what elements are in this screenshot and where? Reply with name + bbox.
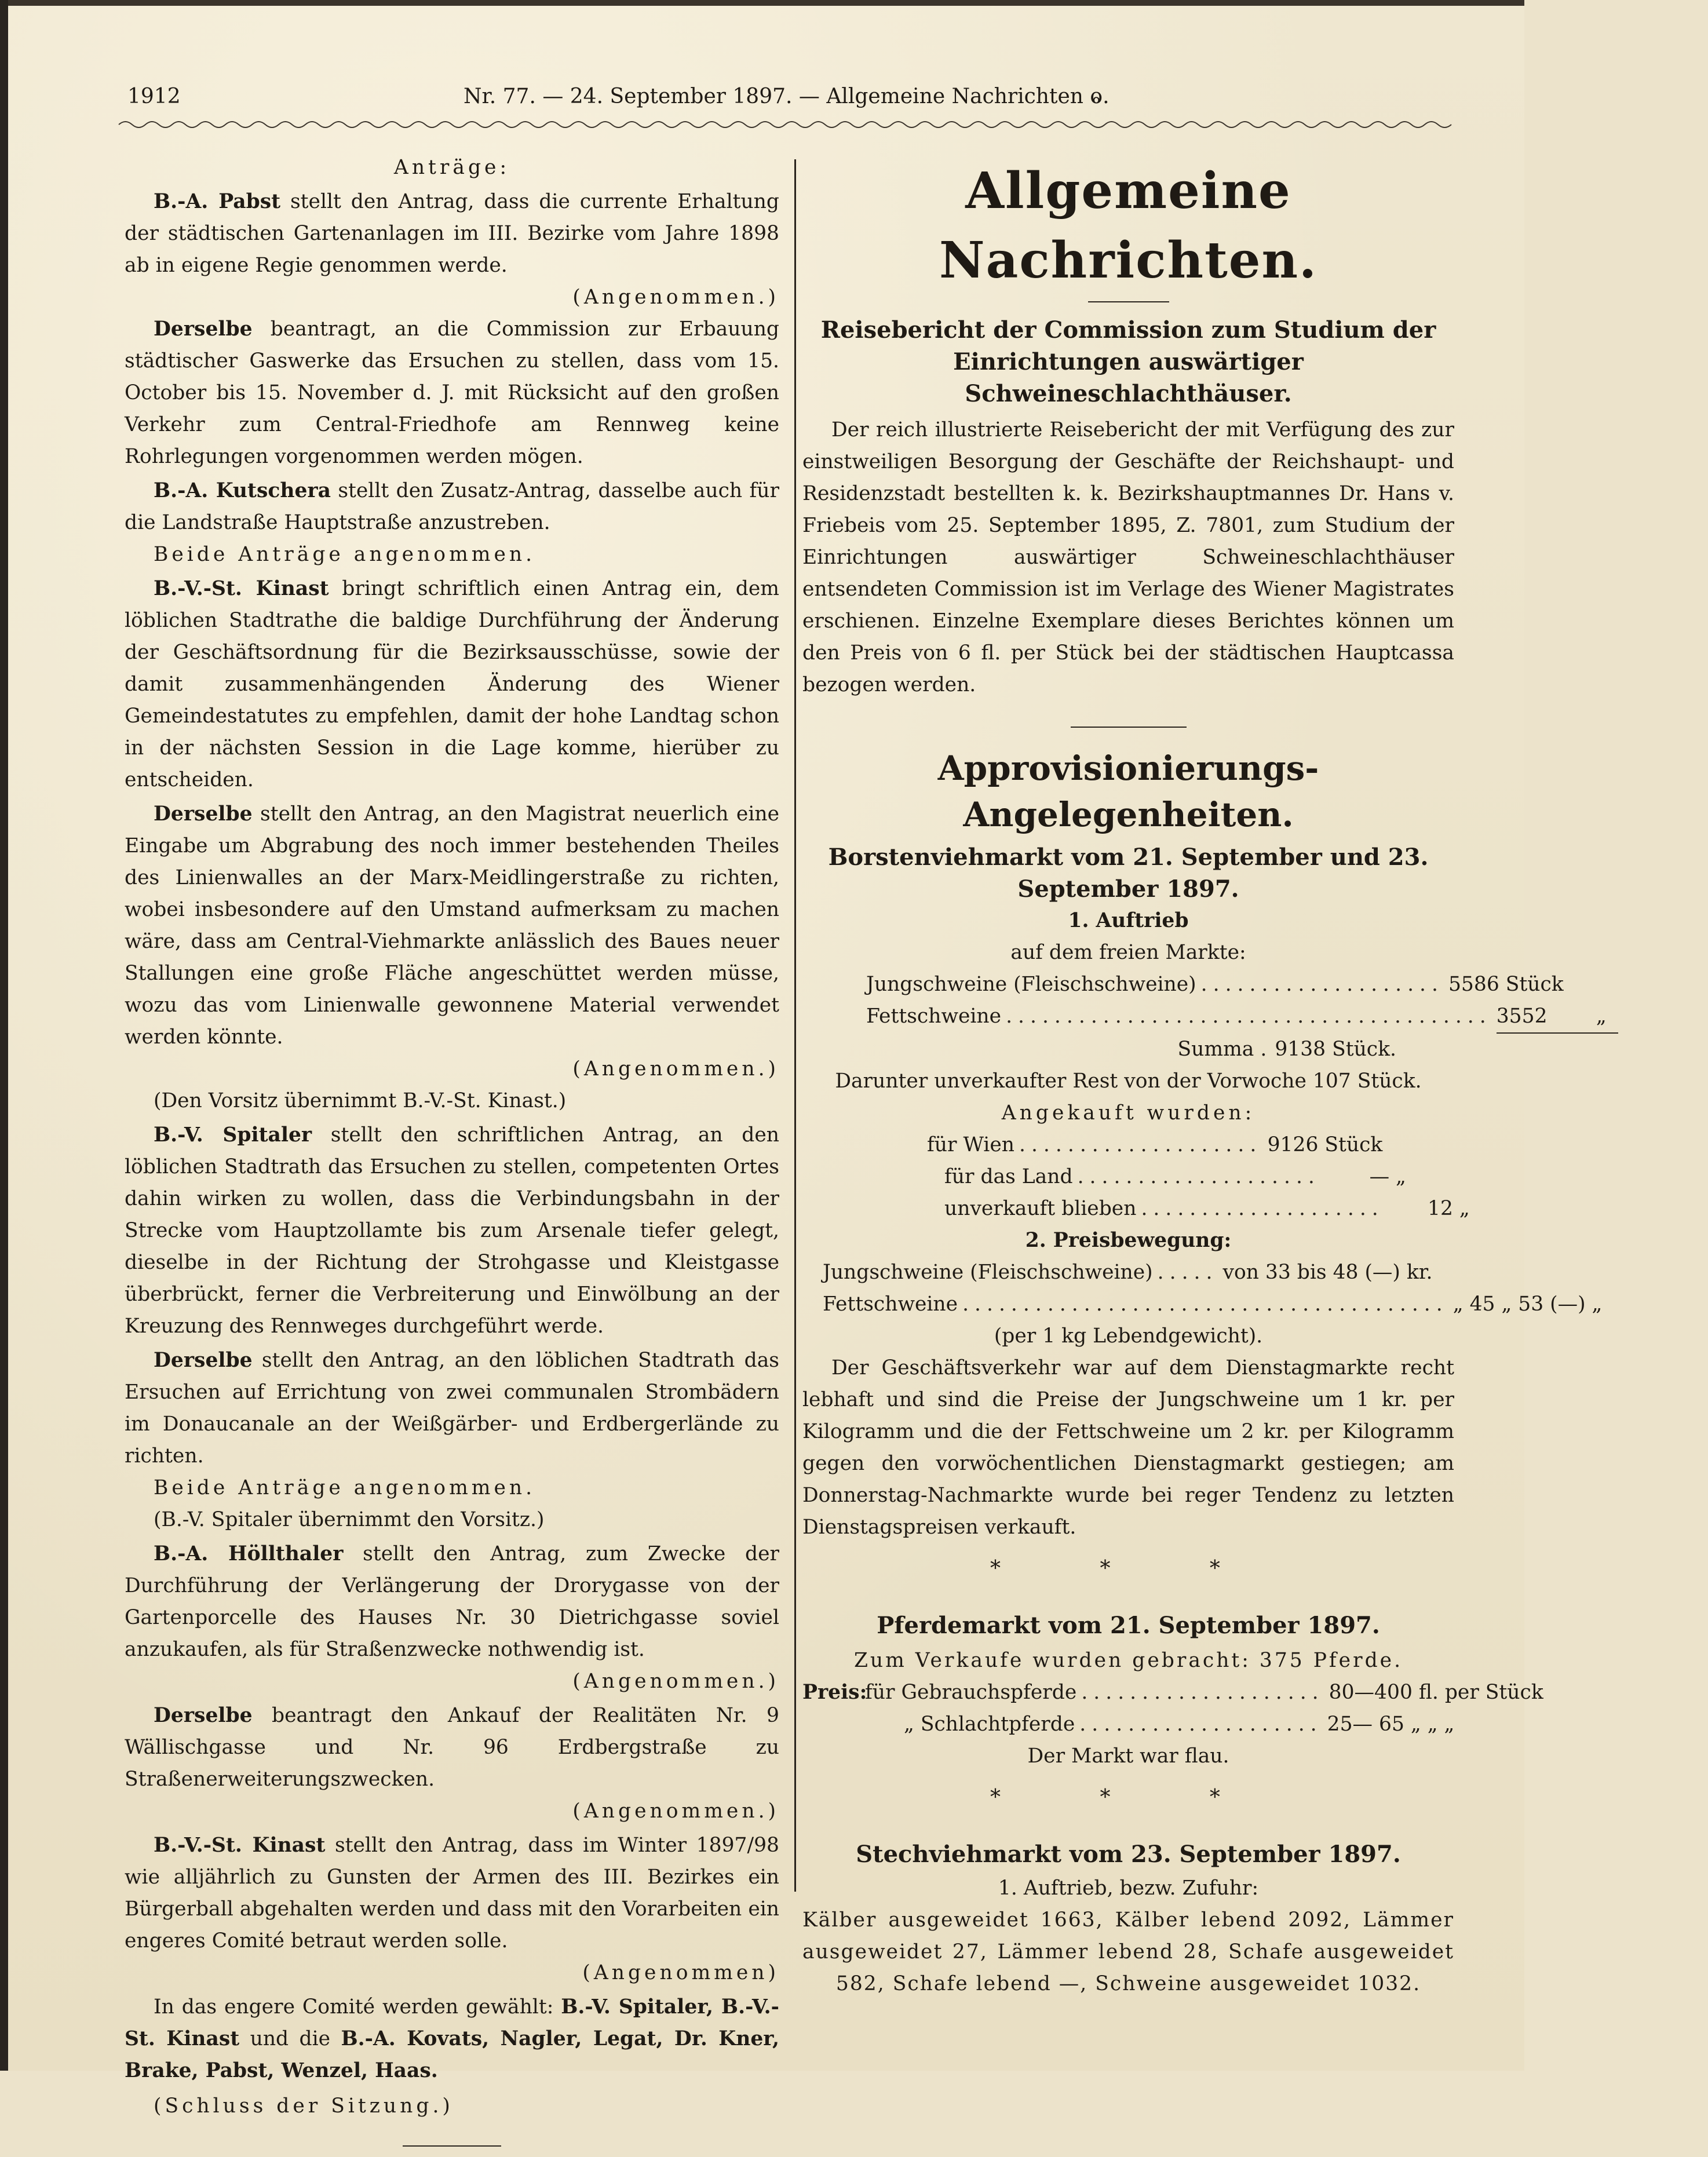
speaker-name: B.-V. Spitaler [154, 1123, 312, 1147]
angekauft-row-land [927, 1161, 1406, 1193]
row-label: Fettschweine [866, 1005, 1002, 1028]
motion-text: stellt den Zusatz-Antrag, dasselbe auch für die Landstraße Hauptstraße anzustreben. [125, 479, 779, 534]
motion-result: (Angenommen.) [572, 286, 779, 309]
row-value: von 33 bis 48 (—) kr. [1222, 1261, 1433, 1284]
auftrieb-table [866, 969, 1607, 1065]
election-text: In das engere Comité werden gewählt: [154, 1995, 561, 2019]
motion-text: stellt den Antrag, dass im Winter 1897/98 wie alljährlich zu Gunsten der Armen des III. Bezirkes ein Bürgerball abgehalten werden und dass mit den Vorarbeiten ein engeres Comité betraut werden solle. [125, 1834, 779, 1952]
price-table [823, 1257, 1603, 1320]
angekauft-row-wien [927, 1129, 1383, 1161]
reisebericht-title: Reisebericht der Commission zum Studium der Einrichtungen auswärtiger Schweineschlachthäuser. [820, 316, 1436, 407]
dot-leader: .................... [1081, 1681, 1324, 1704]
dot-leader: ........................................ [1006, 1005, 1492, 1028]
geschaeftsverkehr-text: Der Geschäftsverkehr war auf dem Dienstagmarkte recht lebhaft und sind die Preise der Jungschweine um 1 kr. per Kilogramm und die der Fettschweine um 2 kr. per Kilogramm gegen den vorwöchentlichen Dienstagmarkt gestiegen; am Donnerstag-Nachmarkte wurde bei reger Tendenz zu letzten Dienstagspreisen verkauft. [802, 1356, 1454, 1539]
motion-text: stellt den Antrag, an den Magistrat neuerlich eine Eingabe um Abgrabung des noch immer bestehenden Theiles des Linienwalles an der Marx-Meidlingerstraße zu richten, wobei insbesondere auf den Umstand aufmerksam zu machen wäre, dass am Central-Viehmarkte anlässlich des Baues neuer Stallungen eine große Fläche angeschüttet werden müsse, wozu das vom Linienwalle gewonnene Material verwendet werden könnte. [125, 802, 779, 1049]
speaker-name: Derselbe [154, 802, 253, 826]
row-label: Jungschweine (Fleischschweine) [823, 1261, 1153, 1284]
price-row-fettschweine [823, 1289, 1603, 1320]
dot-leader: .................... [1019, 1133, 1262, 1156]
per-kg-note: (per 1 kg Lebendgewicht). [994, 1324, 1263, 1348]
value-number: 3552 [1496, 1005, 1548, 1028]
dot-leader: ..... [1157, 1261, 1218, 1284]
stechviehmarkt-title: Stechviehmarkt vom 23. September 1897. [856, 1841, 1401, 1868]
section-separator-stars: * * * [990, 1786, 1267, 1809]
motion-spitaler-verbindungsbahn [125, 1119, 779, 1342]
row-value [1497, 1001, 1618, 1034]
section-separator-stars: * * * [990, 1557, 1267, 1581]
row-value [1325, 1161, 1441, 1193]
motion-result: (Angenommen.) [572, 1800, 779, 1823]
motion-hoellthaler [125, 1538, 779, 1666]
result-text: Beide Anträge angenommen. [154, 1476, 536, 1499]
markt-flau: Der Markt war flau. [1027, 1744, 1229, 1768]
speaker-name: Derselbe [154, 1704, 253, 1727]
reisebericht-text: Der reich illustrierte Reisebericht der mit Verfügung des zur einstweiligen Besorgung der Geschäfte der Reichshaupt- und Residenzstadt bestellten k. k. Bezirkshauptmannes Dr. Hans v. Friebeis vom 25. September 1895, Z. 7801, zum Studium der Einrichtungen auswärtiger Schweineschlachthäuser entsendeten Commission ist im Verlage des Wiener Magistrates erschienen. Einzelne Exemplare dieses Berichtes können um den Preis von 6 fl. per Stück bei der städtischen Hauptcassa bezogen werden. [802, 418, 1454, 696]
stech-auftrieb-text: Kälber ausgeweidet 1663, Kälber lebend 2092, Lämmer ausgeweidet 27, Lämmer lebend 28, Schafe ausgeweidet 582, Schafe lebend —, Schweine ausgeweidet 1032. [802, 1908, 1454, 1995]
approvisionierung-title: Approvisionierungs-Angelegenheiten. [937, 749, 1319, 834]
auftrieb-heading: 1. Auftrieb [1068, 909, 1189, 932]
motion-result: (Angenommen) [582, 1961, 779, 1984]
row-value [1389, 1193, 1505, 1225]
elected-names: B.-V. Spitaler, B.-V.-St. Kinast [125, 1995, 779, 2050]
motion-derselbe-gaswerke [125, 313, 779, 473]
row-label: Jungschweine (Fleischschweine) [866, 973, 1196, 996]
motion-text: stellt den schriftlichen Antrag, an den löblichen Stadtrath das Ersuchen zu stellen, competenten Ortes dahin wirken zu wollen, dass die Verbindungsbahn in der Strecke vom Hauptzollamte bis zum Arsenale tiefer gelegt, dieselbe in der Richtung der Strohgasse und Kleistgasse überbrückt, ferner die Verbreiterung und Einwölbung an der Kreuzung des Rennweges durchgeführt werde. [125, 1123, 779, 1338]
auftrieb-row-summa [866, 1034, 1396, 1065]
row-label: unverkauft blieben [944, 1197, 1137, 1220]
speaker-name: B.-A. Kutschera [154, 479, 331, 502]
angekauft-heading: Angekauft wurden: [1001, 1101, 1256, 1125]
speaker-name: B.-V.-St. Kinast [154, 577, 329, 600]
motion-derselbe-ankauf [125, 1700, 779, 1795]
row-label: für Gebrauchspferde [865, 1681, 1077, 1704]
dot-leader: .................... [1200, 973, 1444, 996]
end-rule [403, 2145, 501, 2147]
chair-note: (B.-V. Spitaler übernimmt den Vorsitz.) [154, 1508, 545, 1531]
section-rule [1071, 727, 1187, 728]
motion-derselbe-linienwall [125, 798, 779, 1053]
price-row-schlachtpferde [802, 1709, 1455, 1740]
scan-edge-left [0, 0, 8, 2071]
left-column [125, 152, 779, 2157]
session-closing: (Schluss der Sitzung.) [154, 2094, 454, 2118]
preis-label: Preis: [802, 1681, 867, 1704]
result-text: Beide Anträge angenommen. [154, 543, 536, 566]
elected-names: B.-A. Kovats, Nagler, Legat, Dr. Kner, Brake, Pabst, Wenzel, Haas. [125, 2027, 779, 2082]
speaker-name: Derselbe [154, 1349, 253, 1372]
row-label: für das Land [944, 1165, 1073, 1188]
scan-edge-top [0, 0, 1524, 6]
section-title-allgemeine-nachrichten: Allgemeine Nachrichten. [939, 162, 1318, 290]
angekauft-row-unverkauft [927, 1193, 1470, 1225]
row-value: 9138 Stück. [1275, 1038, 1396, 1061]
motion-kutschera [125, 475, 779, 539]
motion-text: stellt den Antrag, dass die currente Erhaltung der städtischen Gartenanlagen im III. Bezirke vom Jahre 1898 ab in eigene Regie genommen werde. [125, 190, 779, 277]
value-unit: „ [1396, 1165, 1406, 1188]
row-label: Summa . [1177, 1038, 1267, 1061]
motion-derselbe-strombaeder [125, 1345, 779, 1472]
price-row-jungschweine [823, 1257, 1431, 1289]
motion-result: (Angenommen.) [572, 1057, 779, 1081]
auftrieb-row-jungschweine [866, 969, 1564, 1001]
freier-markt-label: auf dem freien Markte: [1010, 941, 1246, 964]
darunter-note: Darunter unverkaufter Rest von der Vorwoche 107 Stück. [835, 1070, 1422, 1093]
header-wavy-rule [119, 119, 1451, 130]
motion-text: bringt schriftlich einen Antrag ein, dem löblichen Stadtrathe die baldige Durchführung der Änderung der Geschäftsordnung für die Bezirksausschüsse, sowie der damit zusammenhängenden Änderung des Wiener Gemeindestatutes zu empfehlen, damit der hohe Landtag schon in der nächsten Session in die Lage komme, hierüber zu entscheiden. [125, 577, 779, 791]
row-label: Fettschweine [823, 1293, 958, 1316]
page-header [116, 81, 1454, 116]
motion-text: beantragt, an die Commission zur Erbauung städtischer Gaswerke das Ersuchen zu stellen, dass vom 15. October bis 15. November d. J. mit Rücksicht auf den großen Verkehr zum Central-Friedhofe am Rennweg keine Rohrlegungen vorgenommen werden mögen. [125, 317, 779, 468]
motion-text: beantragt den Ankauf der Realitäten Nr. 9 Wällischgasse und Nr. 96 Erdbergstraße zu Straßenerweiterungszwecken. [125, 1704, 779, 1791]
borstenviehmarkt-title: Borstenviehmarkt vom 21. September und 23. September 1897. [828, 844, 1429, 903]
row-value: 80—400 fl. per Stück [1329, 1681, 1543, 1704]
dot-leader: .................... [1141, 1197, 1384, 1220]
pferde-verkauf: Zum Verkaufe wurden gebracht: 375 Pferde. [853, 1649, 1403, 1672]
stech-auftrieb-heading: 1. Auftrieb, bezw. Zufuhr: [998, 1877, 1259, 1900]
row-value: 9126 Stück [1267, 1133, 1383, 1156]
preisbewegung-heading: 2. Preisbewegung: [1025, 1229, 1232, 1252]
motion-text: stellt den Antrag, an den löblichen Stadtrath das Ersuchen auf Errichtung von zwei communalen Strombädern im Donaucanale an der Weißgärber- und Erdbergerlände zu richten. [125, 1349, 779, 1468]
speaker-name: B.-V.-St. Kinast [154, 1834, 326, 1857]
row-label: für Wien [927, 1133, 1014, 1156]
motion-text: stellt den Antrag, zum Zwecke der Durchführung der Verlängerung der Drorygasse von der Gartenporcelle des Hauses Nr. 30 Dietrichgasse soviel anzukaufen, als für Straßenzwecke nothwendig ist. [125, 1542, 779, 1661]
price-row-gebrauchspferde [802, 1677, 1543, 1709]
election-text: und die [239, 2027, 341, 2050]
dot-leader: .................... [1079, 1713, 1323, 1736]
motion-result [125, 539, 779, 571]
auftrieb-row-fettschweine [866, 1001, 1607, 1034]
row-value: 25— 65 „ „ „ [1327, 1713, 1455, 1736]
page-number: 1912 [127, 85, 181, 108]
committee-election [125, 1991, 779, 2087]
dot-leader: .................... [1077, 1165, 1320, 1188]
row-label: „ Schlachtpferde [904, 1713, 1075, 1736]
angekauft-table [927, 1129, 1470, 1225]
row-value: 5586 Stück [1448, 973, 1564, 996]
value-unit: „ [1596, 1005, 1607, 1028]
motion-pabst [125, 186, 779, 282]
motion-result [125, 1472, 779, 1504]
column-divider [794, 159, 796, 1892]
speaker-name: B.-A. Pabst [154, 190, 281, 213]
value-number: — [1369, 1165, 1390, 1188]
row-value: „ 45 „ 53 (—) „ [1452, 1293, 1603, 1316]
pferde-price-table [802, 1677, 1543, 1740]
antraege-heading: Anträge: [393, 156, 510, 179]
speaker-name: B.-A. Höllthaler [154, 1542, 344, 1565]
title-rule [1088, 301, 1169, 302]
dot-leader: ........................................ [962, 1293, 1448, 1316]
speaker-name: Derselbe [154, 317, 253, 341]
motion-kinast-buergerball [125, 1830, 779, 1957]
pferdemarkt-title: Pferdemarkt vom 21. September 1897. [877, 1612, 1380, 1639]
value-unit: „ [1459, 1197, 1470, 1220]
value-number: 12 [1428, 1197, 1453, 1220]
motion-kinast-geschaeftsordnung [125, 573, 779, 796]
running-head: Nr. 77. — 24. September 1897. — Allgemeine Nachrichten ⱺ. [464, 85, 1110, 108]
chair-note: (Den Vorsitz übernimmt B.-V.-St. Kinast.) [154, 1089, 567, 1112]
motion-result: (Angenommen.) [572, 1670, 779, 1693]
right-column [802, 152, 1607, 2000]
